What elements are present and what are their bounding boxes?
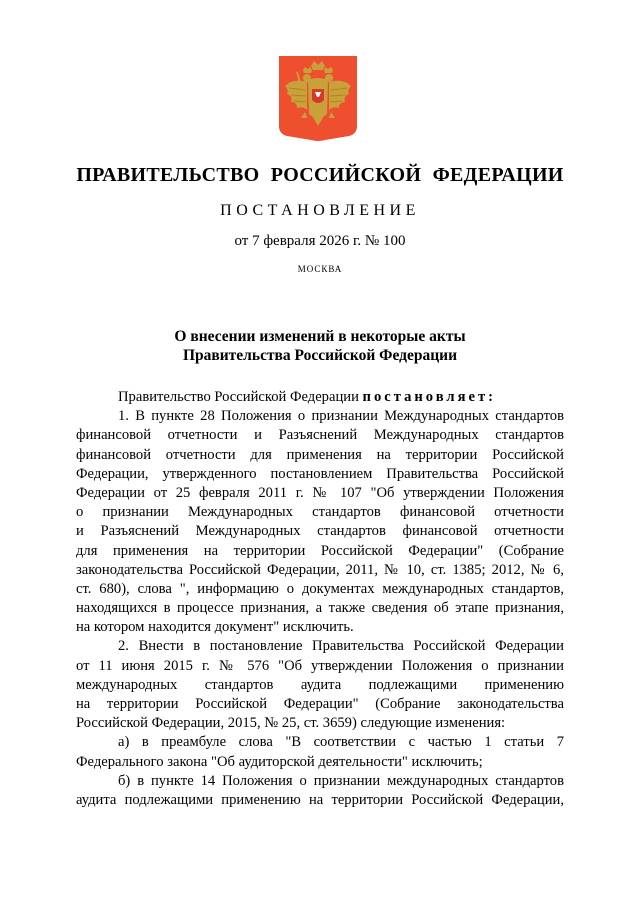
paragraph-line: аудита подлежащими применению на территории Российской Федерации, [76, 791, 564, 808]
paragraph-line: Федерального закона "Об аудиторской деятельности" исключить; [76, 753, 483, 770]
intro-paragraph [76, 388, 564, 407]
document-body [76, 388, 564, 810]
document-type: ПОСТАНОВЛЕНИЕ [220, 202, 420, 219]
coat-of-arms-icon [275, 56, 361, 146]
document-date-number: от 7 февраля 2026 г. № 100 [234, 233, 406, 249]
paragraph-line: 1. В пункте 28 Положения о признании Международных стандартов [118, 408, 564, 425]
paragraph-line: законодательства Российской Федерации, 2011, № 10, ст. 1385; 2012, № 6, [76, 561, 564, 578]
paragraph-line: ст. 680), слова ", информацию о документах международных стандартов, [76, 580, 564, 597]
paragraph-line: Российской Федерации, 2015, № 25, ст. 3659) следующие изменения: [76, 715, 506, 732]
paragraph-line: на территории Российской Федерации" (Собрание законодательства [76, 696, 564, 712]
paragraph-line: находящихся в процессе признания, а также сведения об этапе признания, [76, 600, 564, 617]
government-title: ПРАВИТЕЛЬСТВО РОССИЙСКОЙ ФЕДЕРАЦИИ [76, 164, 564, 186]
paragraph-line: для применения на территории Российской Федерации" (Собрание [76, 542, 564, 559]
subject-line: О внесении изменений в некоторые акты [174, 328, 466, 345]
document-subject [0, 327, 640, 365]
paragraph-1 [76, 407, 564, 637]
paragraph-line: и Разъяснений Международных стандартов финансовой отчетности [76, 523, 564, 540]
subject-line: Правительства Российской Федерации [182, 347, 458, 364]
subparagraph-b [76, 772, 564, 810]
paragraph-2 [76, 637, 564, 733]
intro-action: постановляет: [362, 389, 496, 405]
paragraph-line: финансовой отчетности для применения на территории Российской [76, 446, 564, 463]
document-city: МОСКВА [297, 264, 343, 274]
paragraph-line: а) в преамбуле слова "В соответствии с частью 1 статьи 7 [118, 734, 564, 751]
paragraph-line: от 11 июня 2015 г. № 576 "Об утверждении Положения о признании [76, 657, 564, 674]
paragraph-line: б) в пункте 14 Положения о признании международных стандартов [118, 772, 564, 789]
paragraph-line: Федерации от 25 февраля 2011 г. № 107 "Об утверждении Положения [76, 484, 564, 501]
paragraph-line: на котором находится документ" исключить. [76, 619, 354, 636]
paragraph-line: 2. Внести в постановление Правительства Российской Федерации [118, 638, 564, 655]
paragraph-line: Федерации, утвержденного постановлением Правительства Российской [76, 465, 564, 482]
paragraph-line: финансовой отчетности и Разъяснений Международных стандартов [76, 427, 564, 444]
intro-text: Правительство Российской Федерации [118, 389, 363, 405]
paragraph-line: международных стандартов аудита подлежащими применению [76, 676, 564, 693]
subparagraph-a [76, 733, 564, 771]
paragraph-line: о признании Международных стандартов финансовой отчетности [76, 504, 564, 521]
